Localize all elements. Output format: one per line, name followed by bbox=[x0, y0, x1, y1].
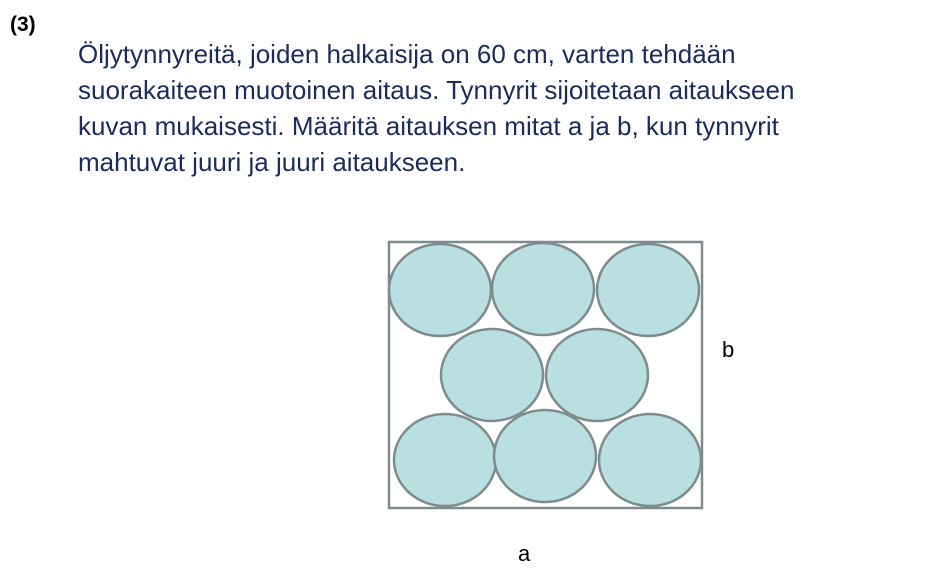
barrel-2 bbox=[492, 243, 594, 335]
barrel-7 bbox=[494, 410, 596, 502]
problem-text-line-1: Öljytynnyreitä, joiden halkaisija on 60 cm, varten tehdään bbox=[78, 39, 736, 69]
barrel-4 bbox=[441, 329, 543, 421]
barrel-6 bbox=[394, 414, 496, 506]
problem-text-line-2: suorakaiteen muotoinen aitaus. Tynnyrit sijoitetaan aitaukseen bbox=[78, 75, 795, 105]
width-label-a: a bbox=[518, 541, 531, 566]
barrel-1 bbox=[389, 244, 491, 336]
problem-number: (3) bbox=[10, 13, 36, 36]
barrel-3 bbox=[597, 244, 699, 336]
barrel-5 bbox=[546, 329, 648, 421]
problem-text-line-3: kuvan mukaisesti. Määritä aitauksen mitat a ja b, kun tynnyrit bbox=[78, 111, 779, 141]
height-label-b: b bbox=[722, 337, 735, 362]
barrel-8 bbox=[599, 414, 701, 506]
problem-text-line-4: mahtuvat juuri ja juuri aitaukseen. bbox=[78, 147, 466, 177]
